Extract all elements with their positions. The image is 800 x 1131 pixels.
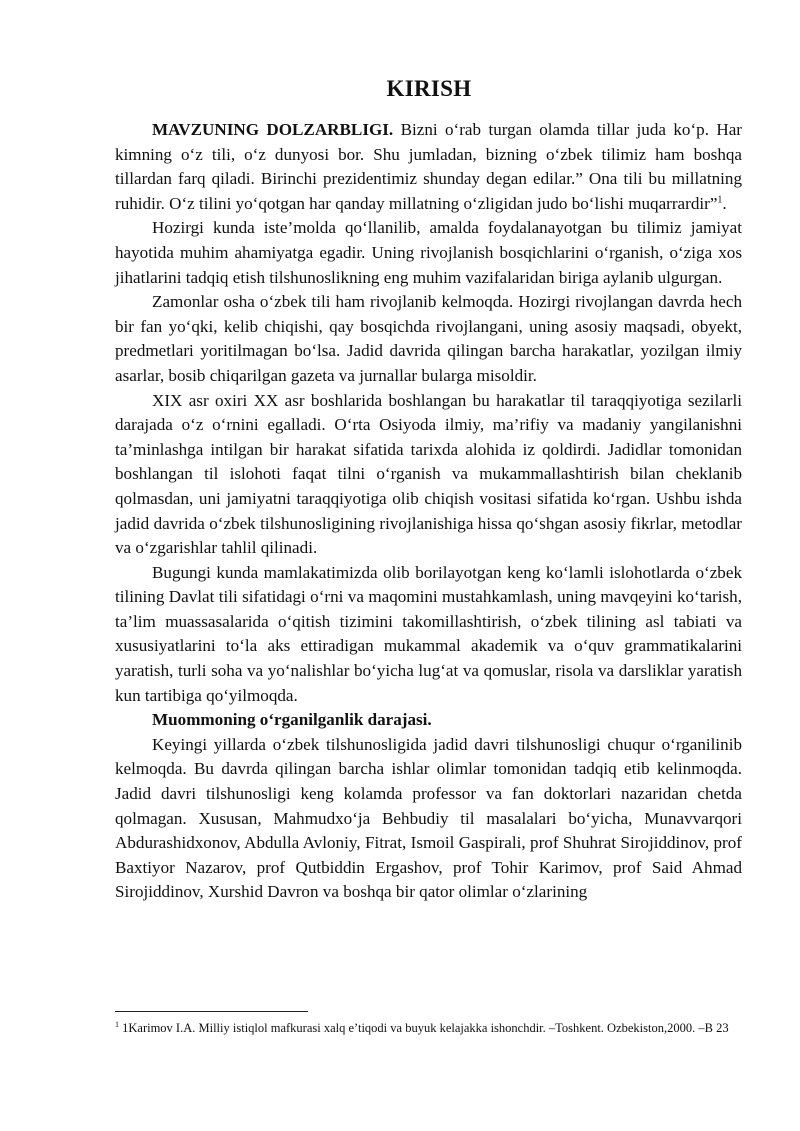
section-heading-study-degree: Muommoning o‘rganilganlik darajasi.	[152, 710, 432, 730]
paragraph-4: XIX asr oxiri XX asr boshlarida boshlangan bu harakatlar til taraqqiyotiga sezilarli darajada o‘z o‘rnini egalladi. O‘rta Osiyoda ilmiy, ma’rifiy va madaniy yangilanishni ta’minlashga intilgan bir harakat sifatida tarixda alohida iz qoldirdi. Jadidlar tomonidan boshlangan til islohoti faqat tilni o‘rganish va mukammallashtirish bilan cheklanib qolmasdan, uni jamiyatni taraqqiyotiga olib chiqish vositasi sifatida ko‘rgan. Ushbu ishda jadid davrida o‘zbek tilshunosligining rivojlanishiga hissa qo‘shgan asosiy fikrlar, metodlar va o‘zgarishlar tahlil qilinadi.	[115, 390, 742, 558]
relevance-heading: MAVZUNING DOLZARBLIGI.	[152, 120, 394, 139]
paragraph-6: Keyingi yillarda o‘zbek tilshunosligida jadid davri tilshunosligi chuqur o‘rganilinib kelmoqda. Bu davrda qilingan barcha ishlar olimlar tomonidan tadqiq etib kelinmoqda. Jadid davri tilshunosligi keng kolamda professor va fan doktorlari nazaridan chetda qolmagan. Xususan, Mahmudxo‘ja Behbudiy til masalalari bo‘yicha, Munavvarqori Abdurashidxonov, Abdulla Avloniy, Fitrat, Ismoil Gaspirali, prof Shuhrat Sirojiddinov, prof Baxtiyor Nazarov, prof Qutbiddin Ergashov, prof Tohir Karimov, prof Said Ahmad Sirojiddinov, Xurshid Davron va boshqa bir qator olimlar o‘zlarining	[115, 734, 742, 902]
body-text	[115, 118, 742, 905]
paragraph-2: Hozirgi kunda iste’molda qo‘llanilib, amalda foydalanayotgan bu tilimiz jamiyat hayotida muhim ahamiyatga egadir. Uning rivojlanish bosqichlarini o‘rganish, o‘ziga xos jihatlarini tadqiq etish tilshunoslikning eng muhim vazifalaridan biriga aylanib ulgurgan.	[115, 218, 742, 287]
paragraph-5: Bugungi kunda mamlakatimizda olib borilayotgan keng ko‘lamli islohotlarda o‘zbek tilining Davlat tili sifatidagi o‘rni va maqomini mustahkamlash, uning mavqeyini ko‘tarish, ta’lim muassasalarida o‘qitish tizimini takomillashtirish, o‘zbek tilining asl tabiati va xususiyatlarini to‘la aks ettiradigan mukammal akademik va o‘quv grammatikalarini yaratish, turli soha va yo‘nalishlar bo‘yicha lug‘at va qomuslar, risola va darsliklar yaratish kun tartibiga qo‘yilmoqda.	[115, 562, 742, 705]
footnote-divider	[115, 1011, 308, 1012]
relevance-tail: .	[722, 193, 727, 213]
paragraph-relevance	[115, 118, 742, 216]
footnote-number: 1	[115, 1019, 119, 1029]
paragraph-3: Zamonlar osha o‘zbek tili ham rivojlanib kelmoqda. Hozirgi rivojlangan davrda hech bir fan yo‘qki, kelib chiqishi, qay bosqichda rivojlangani, uning asosiy maqsadi, obyekt, predmetlari yoritilmagan bo‘lsa. Jadid davrida qilingan barcha harakatlar, yozilgan ilmiy asarlar, bosib chiqarilgan gazeta va jurnallar bularga misoldir.	[115, 292, 742, 385]
footnote-text: 1Karimov I.A. Milliy istiqlol mafkurasi xalq e’tiqodi va buyuk kelajakka ishonchdir. –Toshkent. Ozbekiston,2000. –B 23	[119, 1021, 729, 1035]
relevance-text: Bizni o‘rab turgan olamda tillar juda ko‘p. Har kimning o‘z tili, o‘z dunyosi bor. Shu jumladan, bizning o‘zbek tilimiz ham boshqa tillardan farq qiladi. Birinchi prezidentimiz shunday degan edilar.” Ona tili bu millatning ruhidir. O‘z tilini yo‘qotgan har qanday millatning o‘zligidan judo bo‘lishi muqarrardir”	[115, 120, 742, 213]
footnote	[115, 1019, 742, 1038]
footnote-reference[interactable]: 1	[717, 194, 723, 206]
page-title: KIRISH	[386, 76, 472, 101]
